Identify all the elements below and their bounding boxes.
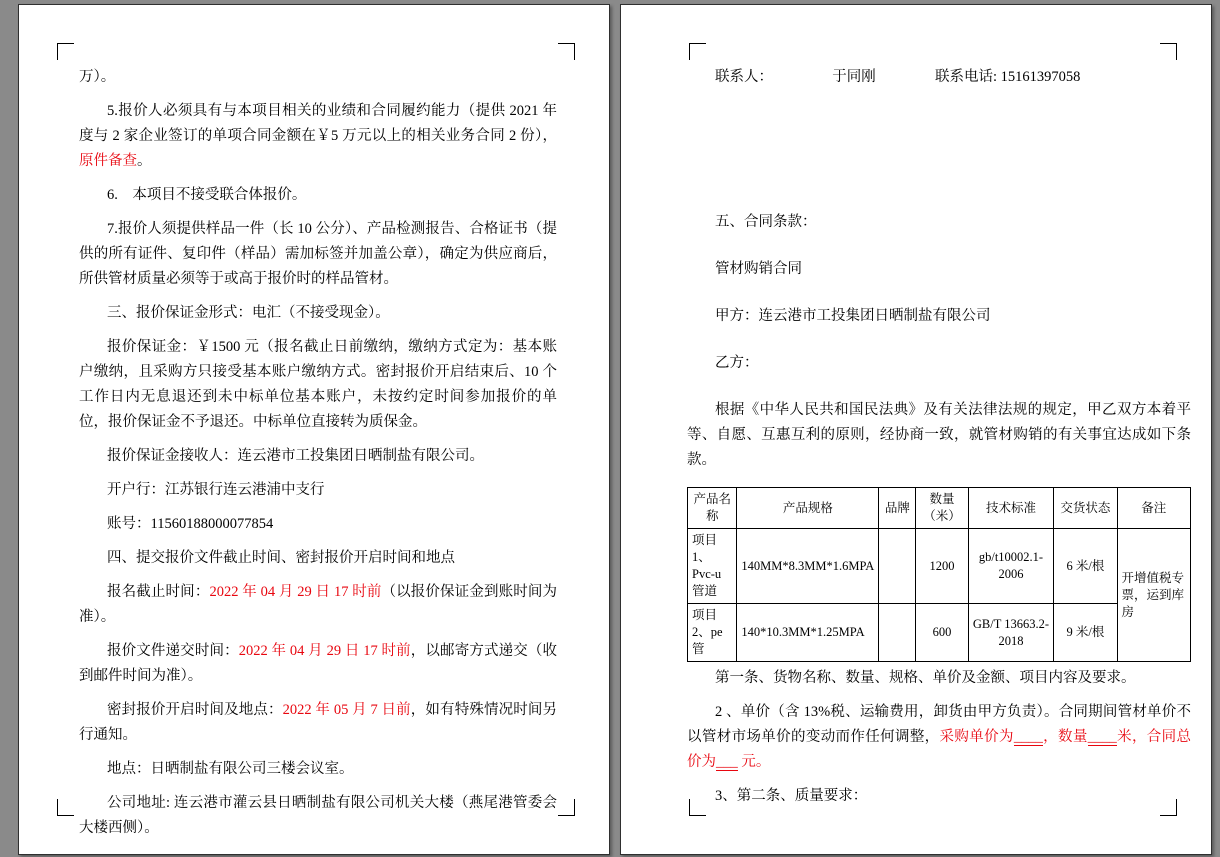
crop-mark-top-left: [57, 43, 74, 60]
paragraph: 账号：11560188000077854: [107, 516, 274, 532]
text-run: 2022 年 04 月 29 日 17 时前: [209, 584, 382, 600]
vertical-gap: [687, 100, 1191, 210]
text-run: 报名截止时间：: [107, 584, 210, 600]
text-run: 元。: [737, 754, 771, 770]
paragraph: [79, 698, 557, 748]
table-cell: [879, 529, 916, 604]
table-cell: 140*10.3MM*1.25MPA: [737, 604, 879, 662]
table-cell: 1200: [916, 529, 968, 604]
text-run: （以报价保证金到账时间为准）。: [79, 584, 558, 625]
table-cell: 项目 2、pe 管: [688, 604, 737, 662]
table-cell: 9 米/根: [1054, 604, 1117, 662]
table-header-cell: 备注: [1117, 488, 1190, 529]
table-cell: GB/T 13663.2-2018: [968, 604, 1053, 662]
text-run: ，以邮寄方式递交（收到邮件时间为准）。: [79, 643, 558, 684]
crop-mark-bottom-right: [558, 799, 575, 816]
paragraph: 第一条、货物名称、数量、规格、单价及金额、项目内容及要求。: [715, 670, 1136, 686]
crop-mark-bottom-left: [57, 799, 74, 816]
text-run: 2022 年 04 月 29 日 17 时前: [238, 643, 411, 659]
text-run: 2 、单价（含 13%税、运输费用，卸货由甲方负责）。合同期间管材单价不以管材市场单价的变动而作任何调整，: [687, 704, 1191, 745]
crop-mark-top-right: [558, 43, 575, 60]
text-run: 米，合同总价为: [687, 729, 1192, 770]
paragraph: [79, 639, 557, 689]
text-run: ___: [716, 754, 738, 770]
table-header-cell: 交货状态: [1054, 488, 1117, 529]
paragraph: 6. 本项目不接受联合体报价。: [107, 187, 307, 203]
party-a: 甲方：连云港市工投集团日晒制盐有限公司: [715, 308, 991, 324]
paragraph: 万）。: [79, 69, 116, 85]
table-row: [688, 529, 1191, 604]
table-cell: 6 米/根: [1054, 529, 1117, 604]
table-cell: 140MM*8.3MM*1.6MPA: [737, 529, 879, 604]
text-run: ，数量: [1042, 729, 1088, 745]
paragraph: [79, 99, 557, 174]
paragraph: 三、报价保证金形式：电汇（不接受现金）。: [107, 305, 390, 321]
paragraph: 四、提交报价文件截止时间、密封报价开启时间和地点: [107, 550, 455, 566]
table-cell: 开增值税专票，运到库房: [1117, 529, 1190, 662]
paragraph: 3、第二条、质量要求：: [715, 788, 868, 804]
paragraph: [79, 580, 557, 630]
contract-title: 管材购销合同: [715, 261, 802, 277]
table-row: [688, 604, 1191, 662]
text-run: 2022 年 05 月 7 日前: [282, 702, 411, 718]
contact-line: [687, 65, 1191, 90]
contact-phone-label: 联系电话:: [935, 69, 998, 85]
table-header-cell: 技术标准: [968, 488, 1053, 529]
goods-table: [687, 487, 1191, 662]
text-run: 报价文件递交时间：: [107, 643, 239, 659]
table-header-cell: 产品名称: [688, 488, 737, 529]
table-header-cell: 产品规格: [737, 488, 879, 529]
paragraph: 报价保证金：￥1500 元（报名截止日前缴纳，缴纳方式定为：基本账户缴纳，且采购方只接受基本账户缴纳方式。密封报价开启结束后、10 个工作日内无息退还到未中标单位基本账户，未按约定时间参加报价的单位，报价保证金不予退还。中标单位直接转为质保金。: [79, 339, 557, 430]
contact-name-label: 联系人：: [715, 69, 773, 85]
text-run: 5.报价人必须具有与本项目相关的业绩和合同履约能力（提供 2021 年度与 2 家企业签订的单项合同金额在￥5 万元以上的相关业务合同 2 份），: [79, 103, 557, 144]
text-run: ____: [1087, 729, 1117, 745]
document-page-right[interactable]: [620, 4, 1212, 855]
crop-mark-top-right: [1160, 43, 1177, 60]
text-run: 。: [137, 153, 152, 169]
table-cell: gb/t10002.1-2006: [968, 529, 1053, 604]
right-page-body: [687, 65, 1191, 818]
paragraph: 公司地址: 连云港市灌云县日晒制盐有限公司机关大楼（燕尾港管委会大楼西侧）。: [79, 795, 557, 836]
text-run: ，如有特殊情况时间另行通知。: [79, 702, 558, 743]
left-page-body: [79, 65, 557, 850]
paragraph: 开户行：江苏银行连云港浦中支行: [107, 482, 325, 498]
paragraph: 报价保证金接收人：连云港市工投集团日晒制盐有限公司。: [107, 448, 484, 464]
paragraph: 地点：日晒制盐有限公司三楼会议室。: [107, 761, 354, 777]
text-run: 原件备查: [79, 153, 137, 169]
crop-mark-top-left: [689, 43, 706, 60]
preamble: 根据《中华人民共和国民法典》及有关法律法规的规定，甲乙双方本着平等、自愿、互惠互利的原则，经协商一致，就管材购销的有关事宜达成如下条款。: [687, 402, 1191, 468]
table-header-row: [688, 488, 1191, 529]
document-page-left[interactable]: [18, 4, 610, 855]
contact-phone-value: 15161397058: [1000, 69, 1081, 85]
table-cell: 600: [916, 604, 968, 662]
table-cell: [879, 604, 916, 662]
paragraph: 7.报价人须提供样品一件（长 10 公分）、产品检测报告、合格证书（提供的所有证件、复印件（样品）需加标签并加盖公章），确定为供应商后，所供管材质量必须等于或高于报价时的样品管材。: [79, 221, 557, 287]
text-run: 密封报价开启时间及地点：: [107, 702, 283, 718]
text-run: ____: [1013, 729, 1043, 745]
text-run: 采购单价为: [939, 729, 1014, 745]
contact-name-value: 于同刚: [832, 69, 876, 85]
paragraph: [687, 700, 1191, 775]
table-cell: 项目 1、Pvc-u 管道: [688, 529, 737, 604]
table-header-cell: 品牌: [879, 488, 916, 529]
section-title: 五、合同条款：: [715, 214, 817, 230]
party-b: 乙方：: [715, 355, 759, 371]
table-header-cell: 数量（米）: [916, 488, 968, 529]
